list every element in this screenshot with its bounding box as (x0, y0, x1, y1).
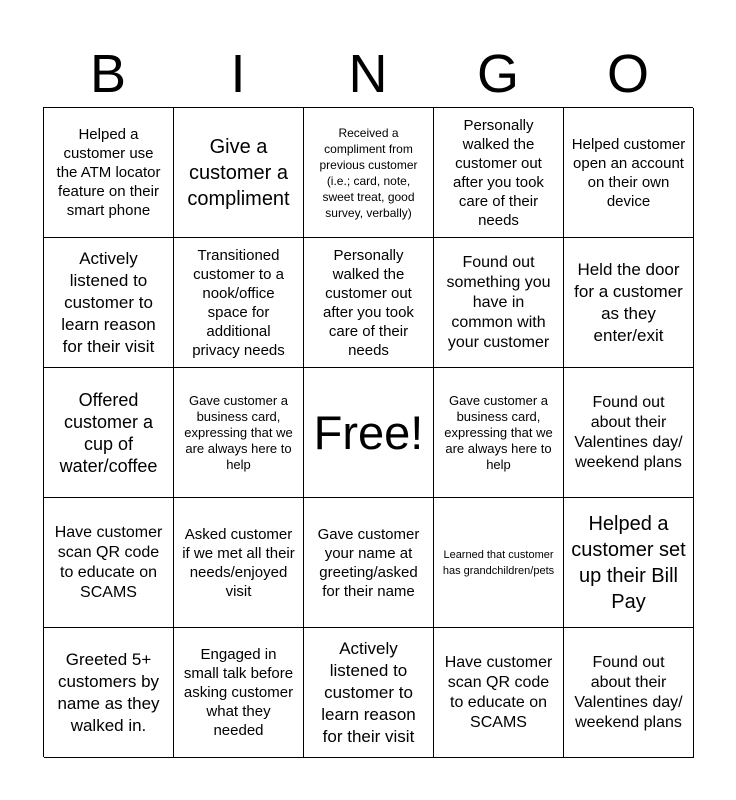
bingo-cell[interactable] (564, 108, 694, 238)
bingo-cell[interactable] (434, 108, 564, 238)
cell-text: Found out something you have in common with your customer (446, 253, 551, 351)
cell-text: Gave customer your name at greeting/asked for their name (317, 525, 420, 600)
cell-text: Found out about their Valentines day/ weekend plans (574, 393, 683, 471)
bingo-cell[interactable] (564, 628, 694, 758)
cell-text: Helped customer open an account on their own device (571, 135, 686, 210)
bingo-cell[interactable] (44, 498, 174, 628)
bingo-cell[interactable] (304, 628, 434, 758)
bingo-cell[interactable] (434, 368, 564, 498)
bingo-cell[interactable] (174, 238, 304, 368)
bingo-cell[interactable] (44, 368, 174, 498)
cell-text: Gave customer a business card, expressing that we are always here to help (444, 392, 553, 472)
bingo-grid (43, 107, 693, 757)
cell-text: Found out about their Valentines day/ weekend plans (574, 653, 683, 731)
header-letter-o: O (606, 44, 649, 104)
bingo-cell[interactable] (174, 108, 304, 238)
bingo-cell[interactable] (174, 498, 304, 628)
cell-text: Helped a customer set up their Bill Pay (571, 512, 686, 613)
bingo-cell[interactable] (434, 498, 564, 628)
bingo-cell[interactable] (304, 238, 434, 368)
cell-text: Helped a customer use the ATM locator feature on their smart phone (56, 126, 161, 219)
cell-text: Transitioned customer to a nook/office space for additional privacy needs (192, 246, 285, 359)
bingo-cell[interactable] (44, 628, 174, 758)
free-cell[interactable] (304, 368, 434, 498)
bingo-cell[interactable] (44, 108, 174, 238)
header-letter-i: I (230, 44, 246, 104)
cell-text: Have customer scan QR code to educate on SCAMS (444, 653, 553, 731)
bingo-cell[interactable] (434, 628, 564, 758)
header-letter-g: G (476, 44, 519, 104)
cell-text: Asked customer if we met all their needs/enjoyed visit (182, 525, 295, 600)
bingo-cell[interactable] (434, 238, 564, 368)
cell-text: Engaged in small talk before asking customer what they needed (183, 646, 294, 739)
header-letter-n: N (348, 44, 388, 104)
cell-text: Personally walked the customer out after you took care of their needs (323, 246, 414, 359)
cell-text: Greeted 5+ customers by name as they walked in. (57, 649, 160, 735)
cell-text: Have customer scan QR code to educate on SCAMS (54, 523, 163, 601)
cell-text: Personally walked the customer out after you took care of their needs (453, 116, 544, 229)
bingo-header (43, 40, 693, 108)
cell-text: Learned that customer has grandchildren/pets (442, 548, 555, 577)
bingo-cell[interactable] (174, 368, 304, 498)
cell-text: Actively listened to customer to learn reason for their visit (321, 638, 416, 746)
bingo-cell[interactable] (564, 498, 694, 628)
cell-text: Held the door for a customer as they enter/exit (574, 259, 683, 345)
bingo-cell[interactable] (174, 628, 304, 758)
free-text: Free! (313, 405, 424, 459)
header-letter-b: B (89, 44, 127, 104)
cell-text: Actively listened to customer to learn reason for their visit (61, 248, 156, 356)
cell-text: Offered customer a cup of water/coffee (59, 389, 158, 476)
bingo-cell[interactable] (44, 238, 174, 368)
bingo-cell[interactable] (304, 498, 434, 628)
cell-text: Give a customer a compliment (187, 135, 290, 210)
bingo-cell[interactable] (564, 238, 694, 368)
bingo-cell[interactable] (304, 108, 434, 238)
cell-text: Gave customer a business card, expressing that we are always here to help (184, 392, 293, 472)
bingo-cell[interactable] (564, 368, 694, 498)
cell-text: Received a compliment from previous customer (i.e.; card, note, sweet treat, good survey, verbally) (319, 125, 418, 220)
